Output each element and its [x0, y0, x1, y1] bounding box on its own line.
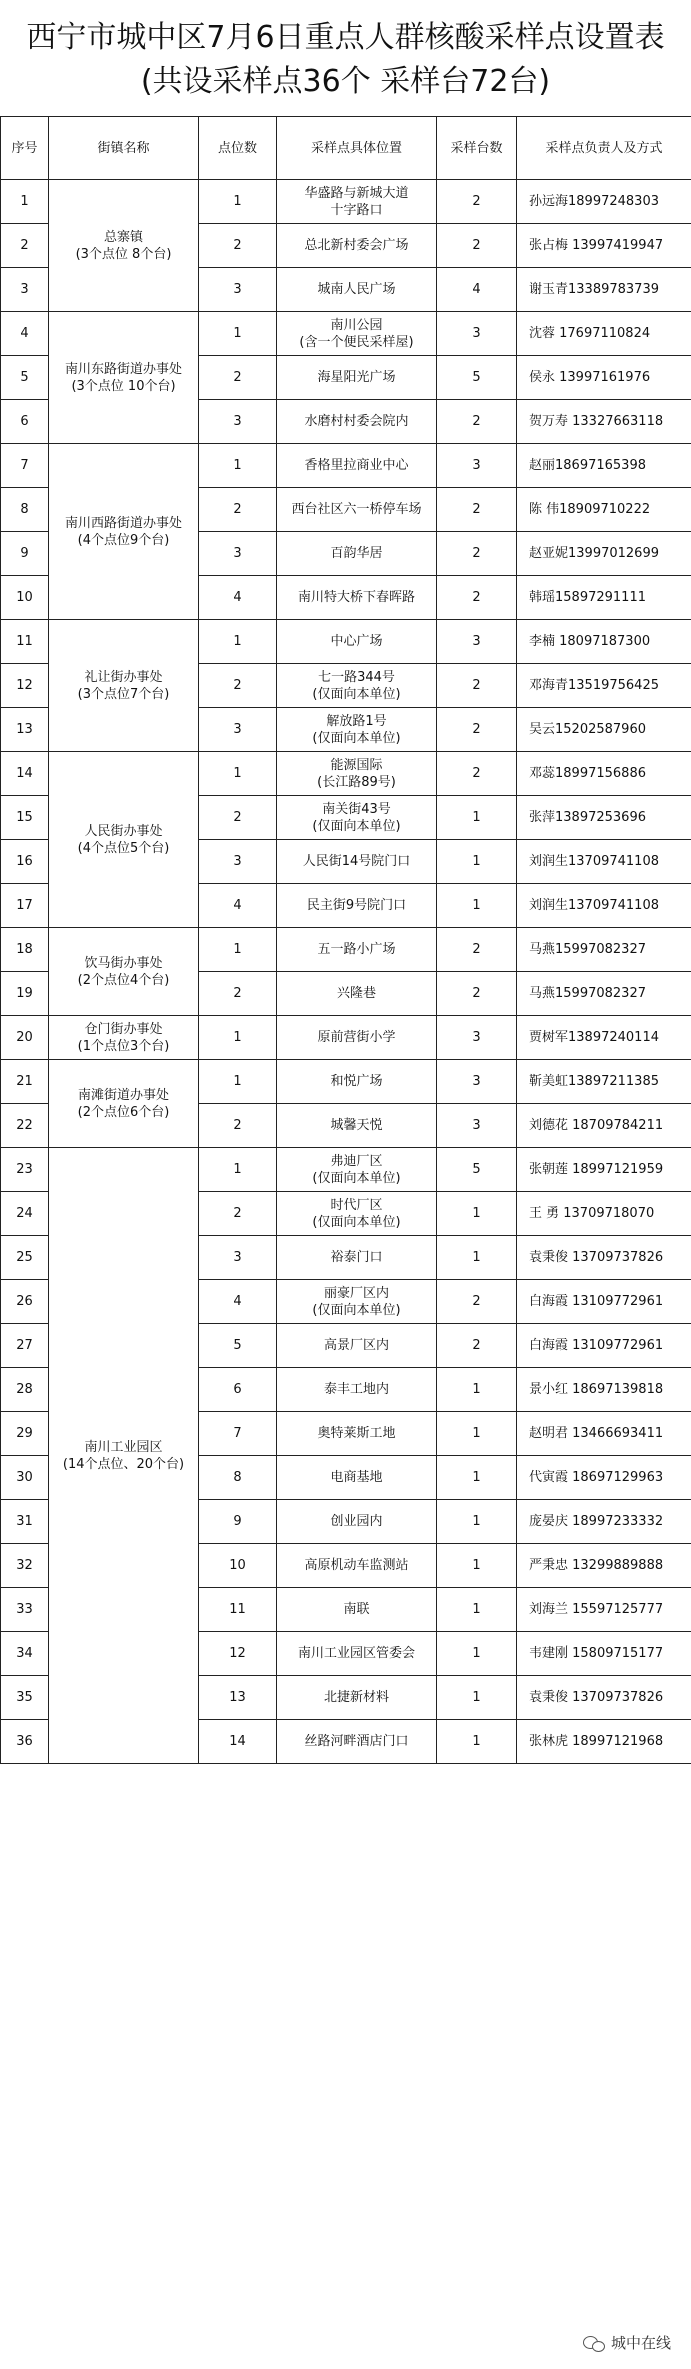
row-index: 21 [1, 1060, 49, 1104]
point-number: 1 [199, 620, 277, 664]
location-line-1: 南关街43号 [322, 801, 391, 817]
location-cell [277, 1104, 437, 1148]
contact-cell: 邓蕊18997156886 [517, 752, 691, 796]
subdistrict-summary: (2个点位6个台) [77, 1104, 170, 1120]
table-count: 1 [437, 1544, 517, 1588]
table-count: 3 [437, 1016, 517, 1060]
location-line-1: 北捷新材料 [323, 1690, 389, 1705]
point-number: 1 [199, 1060, 277, 1104]
contact-cell: 景小红 18697139818 [517, 1368, 691, 1412]
contact-cell: 张占梅 13997419947 [517, 224, 691, 268]
location-cell [277, 1324, 437, 1368]
table-count: 2 [437, 1280, 517, 1324]
header-index: 序号 [1, 117, 49, 180]
subdistrict-name: 南川工业园区 [84, 1439, 163, 1455]
location-cell [277, 1588, 437, 1632]
table-header-row [1, 117, 691, 180]
contact-cell: 陈 伟18909710222 [517, 488, 691, 532]
row-index: 11 [1, 620, 49, 664]
table-row [1, 620, 691, 664]
location-cell [277, 1236, 437, 1280]
contact-cell: 刘德花 18709784211 [517, 1104, 691, 1148]
title-line-1: 西宁市城中区7月6日重点人群核酸采样点设置表 [26, 20, 665, 55]
location-line-1: 和悦广场 [330, 1074, 383, 1089]
point-number: 2 [199, 224, 277, 268]
location-line-1: 裕泰门口 [330, 1250, 383, 1265]
table-count: 1 [437, 1412, 517, 1456]
row-index: 25 [1, 1236, 49, 1280]
row-index: 26 [1, 1280, 49, 1324]
point-number: 12 [199, 1632, 277, 1676]
location-line-1: 五一路小广场 [317, 942, 396, 957]
location-line-2: (含一个便民采样屋) [299, 334, 414, 350]
row-index: 13 [1, 708, 49, 752]
subdistrict-cell [49, 1148, 199, 1764]
row-index: 16 [1, 840, 49, 884]
location-line-1: 总北新村委会广场 [304, 238, 409, 253]
location-cell [277, 664, 437, 708]
location-line-1: 创业园内 [330, 1514, 383, 1529]
contact-cell: 白海霞 13109772961 [517, 1324, 691, 1368]
point-number: 2 [199, 1104, 277, 1148]
contact-cell: 王 勇 13709718070 [517, 1192, 691, 1236]
point-number: 3 [199, 1236, 277, 1280]
table-count: 2 [437, 576, 517, 620]
table-count: 3 [437, 444, 517, 488]
table-row [1, 1016, 691, 1060]
location-cell [277, 1412, 437, 1456]
subdistrict-name: 饮马街办事处 [84, 955, 163, 971]
location-line-1: 民主街9号院门口 [306, 898, 407, 913]
table-count: 2 [437, 400, 517, 444]
point-number: 2 [199, 356, 277, 400]
point-number: 3 [199, 708, 277, 752]
location-cell [277, 1148, 437, 1192]
location-line-1: 丝路河畔酒店门口 [304, 1734, 409, 1749]
contact-cell: 贾树军13897240114 [517, 1016, 691, 1060]
location-line-1: 兴隆巷 [336, 986, 376, 1001]
contact-cell: 张林虎 18997121968 [517, 1720, 691, 1764]
row-index: 8 [1, 488, 49, 532]
location-cell [277, 1016, 437, 1060]
point-number: 4 [199, 1280, 277, 1324]
subdistrict-name: 南川东路街道办事处 [64, 361, 182, 377]
contact-cell: 吴云15202587960 [517, 708, 691, 752]
table-count: 2 [437, 708, 517, 752]
point-number: 1 [199, 752, 277, 796]
location-line-1: 南川公园 [330, 317, 383, 333]
location-cell [277, 444, 437, 488]
row-index: 35 [1, 1676, 49, 1720]
contact-cell: 韦建刚 15809715177 [517, 1632, 691, 1676]
location-cell [277, 928, 437, 972]
table-count: 3 [437, 312, 517, 356]
row-index: 28 [1, 1368, 49, 1412]
location-line-1: 丽豪厂区内 [323, 1285, 389, 1301]
point-number: 1 [199, 312, 277, 356]
location-line-2: (长江路89号) [317, 774, 396, 790]
table-count: 3 [437, 620, 517, 664]
table-row [1, 752, 691, 796]
location-line-1: 城馨天悦 [330, 1118, 383, 1133]
subdistrict-summary: (14个点位、20个台) [62, 1456, 185, 1472]
subdistrict-cell [49, 620, 199, 752]
header-location: 采样点具体位置 [277, 117, 437, 180]
location-cell [277, 1500, 437, 1544]
point-number: 2 [199, 1192, 277, 1236]
subdistrict-summary: (3个点位 10个台) [71, 378, 176, 394]
location-cell [277, 1280, 437, 1324]
header-point-count: 点位数 [199, 117, 277, 180]
location-line-1: 能源国际 [330, 757, 383, 773]
subdistrict-cell [49, 928, 199, 1016]
point-number: 1 [199, 444, 277, 488]
row-index: 32 [1, 1544, 49, 1588]
row-index: 7 [1, 444, 49, 488]
subdistrict-name: 礼让街办事处 [84, 669, 163, 685]
location-cell [277, 1720, 437, 1764]
subdistrict-name: 总寨镇 [103, 229, 143, 245]
header-subdistrict: 街镇名称 [49, 117, 199, 180]
page-title [0, 0, 691, 116]
point-number: 2 [199, 796, 277, 840]
location-cell [277, 1192, 437, 1236]
subdistrict-summary: (1个点位3个台) [77, 1038, 170, 1054]
point-number: 2 [199, 664, 277, 708]
point-number: 14 [199, 1720, 277, 1764]
location-cell [277, 840, 437, 884]
row-index: 5 [1, 356, 49, 400]
location-line-1: 水磨村村委会院内 [304, 414, 409, 429]
point-number: 3 [199, 400, 277, 444]
table-count: 4 [437, 268, 517, 312]
table-count: 3 [437, 1060, 517, 1104]
contact-cell: 谢玉青13389783739 [517, 268, 691, 312]
wechat-icon [583, 2334, 605, 2352]
location-line-2: (仅面向本单位) [312, 1214, 401, 1230]
subdistrict-cell [49, 180, 199, 312]
contact-cell: 马燕15997082327 [517, 972, 691, 1016]
contact-cell: 白海霞 13109772961 [517, 1280, 691, 1324]
point-number: 3 [199, 532, 277, 576]
title-line-2: (共设采样点36个 采样台72台) [140, 64, 551, 99]
point-number: 6 [199, 1368, 277, 1412]
location-line-1: 人民街14号院门口 [302, 854, 411, 869]
point-number: 4 [199, 884, 277, 928]
subdistrict-summary: (3个点位7个台) [77, 686, 170, 702]
row-index: 20 [1, 1016, 49, 1060]
subdistrict-cell [49, 444, 199, 620]
point-number: 3 [199, 840, 277, 884]
contact-cell: 沈蓉 17697110824 [517, 312, 691, 356]
location-line-1: 香格里拉商业中心 [304, 458, 409, 473]
location-line-2: (仅面向本单位) [312, 1170, 401, 1186]
subdistrict-summary: (4个点位9个台) [77, 532, 170, 548]
subdistrict-summary: (4个点位5个台) [77, 840, 170, 856]
header-table-count: 采样台数 [437, 117, 517, 180]
point-number: 1 [199, 928, 277, 972]
location-line-1: 高原机动车监测站 [304, 1558, 409, 1573]
table-count: 5 [437, 1148, 517, 1192]
row-index: 34 [1, 1632, 49, 1676]
table-count: 1 [437, 1456, 517, 1500]
table-row [1, 1060, 691, 1104]
location-cell [277, 180, 437, 224]
point-number: 9 [199, 1500, 277, 1544]
table-count: 2 [437, 664, 517, 708]
table-row [1, 312, 691, 356]
row-index: 10 [1, 576, 49, 620]
table-count: 3 [437, 1104, 517, 1148]
subdistrict-cell [49, 1060, 199, 1148]
row-index: 1 [1, 180, 49, 224]
table-count: 2 [437, 1324, 517, 1368]
point-number: 2 [199, 488, 277, 532]
sampling-site-table [0, 116, 691, 1764]
table-count: 2 [437, 752, 517, 796]
contact-cell: 赵明君 13466693411 [517, 1412, 691, 1456]
point-number: 8 [199, 1456, 277, 1500]
contact-cell: 刘海兰 15597125777 [517, 1588, 691, 1632]
subdistrict-summary: (3个点位 8个台) [75, 246, 172, 262]
table-count: 1 [437, 884, 517, 928]
contact-cell: 靳美虹13897211385 [517, 1060, 691, 1104]
location-cell [277, 488, 437, 532]
table-count: 1 [437, 1720, 517, 1764]
point-number: 7 [199, 1412, 277, 1456]
table-count: 2 [437, 972, 517, 1016]
table-count: 2 [437, 928, 517, 972]
location-cell [277, 224, 437, 268]
row-index: 29 [1, 1412, 49, 1456]
location-cell [277, 620, 437, 664]
table-count: 1 [437, 840, 517, 884]
row-index: 6 [1, 400, 49, 444]
table-count: 2 [437, 180, 517, 224]
contact-cell: 袁秉俊 13709737826 [517, 1236, 691, 1280]
location-line-2: 十字路口 [330, 202, 383, 218]
location-line-1: 南川特大桥下春晖路 [297, 590, 415, 605]
location-line-1: 泰丰工地内 [323, 1382, 389, 1397]
point-number: 3 [199, 268, 277, 312]
row-index: 4 [1, 312, 49, 356]
point-number: 1 [199, 1148, 277, 1192]
table-count: 1 [437, 1368, 517, 1412]
subdistrict-name: 南滩街道办事处 [77, 1087, 169, 1103]
row-index: 19 [1, 972, 49, 1016]
row-index: 30 [1, 1456, 49, 1500]
contact-cell: 刘润生13709741108 [517, 884, 691, 928]
row-index: 27 [1, 1324, 49, 1368]
row-index: 15 [1, 796, 49, 840]
location-line-1: 弗迪厂区 [330, 1153, 383, 1169]
contact-cell: 刘润生13709741108 [517, 840, 691, 884]
location-line-1: 南联 [343, 1602, 370, 1617]
row-index: 33 [1, 1588, 49, 1632]
contact-cell: 张朝莲 18997121959 [517, 1148, 691, 1192]
watermark-text: 城中在线 [610, 2334, 671, 2352]
location-line-1: 高景厂区内 [323, 1338, 389, 1353]
contact-cell: 严秉忠 13299889888 [517, 1544, 691, 1588]
row-index: 9 [1, 532, 49, 576]
location-line-1: 海星阳光广场 [317, 370, 396, 385]
contact-cell: 马燕15997082327 [517, 928, 691, 972]
subdistrict-summary: (2个点位4个台) [77, 972, 170, 988]
location-line-1: 解放路1号 [326, 713, 387, 729]
location-line-1: 中心广场 [330, 634, 383, 649]
row-index: 36 [1, 1720, 49, 1764]
location-line-2: (仅面向本单位) [312, 730, 401, 746]
location-cell [277, 1368, 437, 1412]
subdistrict-cell [49, 1016, 199, 1060]
subdistrict-name: 南川西路街道办事处 [64, 515, 182, 531]
contact-cell: 张萍13897253696 [517, 796, 691, 840]
table-count: 5 [437, 356, 517, 400]
location-line-2: (仅面向本单位) [312, 818, 401, 834]
table-count: 1 [437, 1236, 517, 1280]
row-index: 2 [1, 224, 49, 268]
table-count: 1 [437, 1676, 517, 1720]
location-line-2: (仅面向本单位) [312, 1302, 401, 1318]
row-index: 22 [1, 1104, 49, 1148]
location-cell [277, 312, 437, 356]
contact-cell: 邓海青13519756425 [517, 664, 691, 708]
table-count: 1 [437, 796, 517, 840]
table-count: 2 [437, 224, 517, 268]
watermark [579, 2330, 675, 2355]
contact-cell: 韩瑶15897291111 [517, 576, 691, 620]
table-count: 1 [437, 1588, 517, 1632]
row-index: 17 [1, 884, 49, 928]
table-count: 1 [437, 1192, 517, 1236]
location-line-1: 南川工业园区管委会 [297, 1646, 415, 1661]
location-cell [277, 1632, 437, 1676]
point-number: 11 [199, 1588, 277, 1632]
table-count: 1 [437, 1500, 517, 1544]
table-row [1, 444, 691, 488]
contact-cell: 赵丽18697165398 [517, 444, 691, 488]
contact-cell: 贺万寿 13327663118 [517, 400, 691, 444]
point-number: 2 [199, 972, 277, 1016]
table-row [1, 928, 691, 972]
contact-cell: 侯永 13997161976 [517, 356, 691, 400]
table-count: 1 [437, 1632, 517, 1676]
location-cell [277, 796, 437, 840]
point-number: 1 [199, 180, 277, 224]
row-index: 31 [1, 1500, 49, 1544]
location-line-1: 西台社区六一桥停车场 [291, 502, 422, 517]
location-cell [277, 884, 437, 928]
row-index: 12 [1, 664, 49, 708]
table-row [1, 180, 691, 224]
contact-cell: 代寅霞 18697129963 [517, 1456, 691, 1500]
header-contact: 采样点负责人及方式 [517, 117, 691, 180]
location-line-1: 电商基地 [330, 1470, 383, 1485]
point-number: 4 [199, 576, 277, 620]
point-number: 1 [199, 1016, 277, 1060]
row-index: 3 [1, 268, 49, 312]
row-index: 23 [1, 1148, 49, 1192]
subdistrict-name: 人民街办事处 [84, 823, 163, 839]
table-body [1, 180, 691, 1764]
location-line-1: 华盛路与新城大道 [304, 185, 409, 201]
contact-cell: 庞晏庆 18997233332 [517, 1500, 691, 1544]
location-cell [277, 972, 437, 1016]
location-cell [277, 1456, 437, 1500]
location-cell [277, 576, 437, 620]
contact-cell: 李楠 18097187300 [517, 620, 691, 664]
contact-cell: 赵亚妮13997012699 [517, 532, 691, 576]
location-line-2: (仅面向本单位) [312, 686, 401, 702]
point-number: 10 [199, 1544, 277, 1588]
contact-cell: 袁秉俊 13709737826 [517, 1676, 691, 1720]
location-cell [277, 356, 437, 400]
location-cell [277, 1060, 437, 1104]
table-row [1, 1148, 691, 1192]
row-index: 18 [1, 928, 49, 972]
table-count: 2 [437, 532, 517, 576]
location-line-1: 原前营街小学 [317, 1030, 396, 1045]
row-index: 14 [1, 752, 49, 796]
location-cell [277, 268, 437, 312]
table-count: 2 [437, 488, 517, 532]
location-cell [277, 400, 437, 444]
location-cell [277, 1676, 437, 1720]
location-line-1: 时代厂区 [330, 1197, 383, 1213]
point-number: 5 [199, 1324, 277, 1368]
location-line-1: 百韵华居 [330, 546, 383, 561]
location-line-1: 城南人民广场 [317, 282, 396, 297]
subdistrict-name: 仓门街办事处 [84, 1021, 163, 1037]
point-number: 13 [199, 1676, 277, 1720]
subdistrict-cell [49, 752, 199, 928]
row-index: 24 [1, 1192, 49, 1236]
contact-cell: 孙远海18997248303 [517, 180, 691, 224]
location-cell [277, 532, 437, 576]
location-cell [277, 708, 437, 752]
location-cell [277, 1544, 437, 1588]
subdistrict-cell [49, 312, 199, 444]
location-line-1: 奥特莱斯工地 [317, 1426, 396, 1441]
location-line-1: 七一路344号 [318, 669, 395, 685]
location-cell [277, 752, 437, 796]
